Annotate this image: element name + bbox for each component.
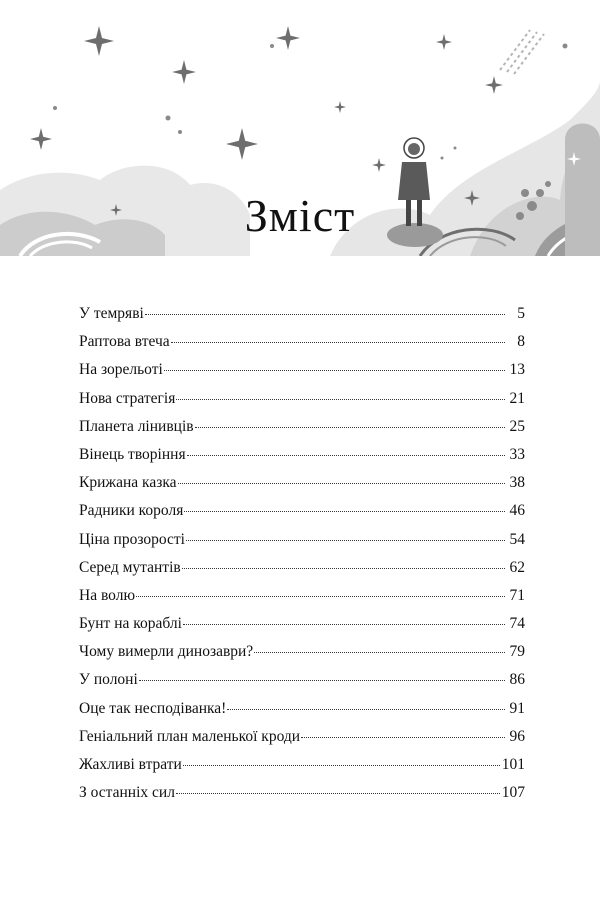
toc-entry-page: 71	[509, 586, 525, 604]
dot-leader	[301, 737, 505, 738]
toc-entry	[79, 671, 525, 699]
toc-entry	[79, 418, 525, 446]
toc-entry-page: 13	[509, 361, 525, 379]
toc-entry	[79, 784, 525, 812]
toc-entry-title: Нова стратегія	[79, 389, 176, 407]
toc-entry-page: 46	[509, 502, 525, 520]
toc-entry	[79, 474, 525, 502]
toc-entry-title: Жахливі втрати	[79, 756, 182, 773]
toc-entry-page: 107	[501, 784, 525, 802]
toc-entry-title: Бунт на кораблі	[79, 615, 182, 633]
table-of-contents	[79, 305, 525, 812]
dot-leader	[182, 568, 505, 569]
dot-leader	[171, 342, 505, 343]
dot-leader	[136, 596, 505, 597]
toc-entry-page: 96	[509, 727, 525, 745]
toc-entry-page: 25	[509, 417, 525, 435]
toc-entry-title: Серед мутантів	[79, 558, 181, 576]
toc-entry	[79, 587, 525, 615]
toc-entry	[79, 502, 525, 530]
dot-leader	[183, 765, 500, 766]
toc-entry-title: Вінець творіння	[79, 445, 186, 463]
toc-entry-page: 62	[509, 558, 525, 576]
toc-entry-page: 101	[501, 756, 525, 773]
toc-entry	[79, 531, 525, 559]
dot-leader	[145, 314, 505, 315]
toc-entry-title: Ціна прозорості	[79, 530, 185, 548]
toc-entry-page: 33	[509, 445, 525, 463]
toc-entry-title: Радники короля	[79, 502, 184, 520]
toc-entry-title: У полоні	[79, 671, 138, 689]
toc-entry-title: На волю	[79, 586, 136, 604]
toc-entry	[79, 390, 525, 418]
toc-entry-title: У темряві	[79, 305, 144, 322]
toc-entry	[79, 728, 525, 756]
toc-entry-page: 8	[517, 333, 525, 351]
dot-leader	[183, 624, 505, 625]
toc-entry-page: 74	[509, 615, 525, 633]
dot-leader	[164, 370, 505, 371]
toc-entry-title: Чому вимерли динозаври?	[79, 643, 254, 661]
toc-entry-page: 91	[509, 699, 525, 717]
toc-entry	[79, 446, 525, 474]
toc-entry	[79, 756, 525, 784]
toc-entry	[79, 643, 525, 671]
toc-entry-title: Оце так несподіванка!	[79, 699, 227, 717]
toc-entry	[79, 333, 525, 361]
dot-leader	[195, 427, 505, 428]
toc-entry-page: 79	[509, 643, 525, 661]
dot-leader	[176, 399, 505, 400]
toc-entry-title: З останніх сил	[79, 784, 175, 802]
dot-leader	[176, 793, 500, 794]
toc-entry	[79, 361, 525, 389]
dot-leader	[187, 455, 505, 456]
dot-leader	[186, 540, 505, 541]
toc-entry	[79, 559, 525, 587]
toc-entry	[79, 615, 525, 643]
dot-leader	[254, 652, 505, 653]
toc-entry-page: 54	[509, 530, 525, 548]
toc-entry-page: 86	[509, 671, 525, 689]
dot-leader	[139, 680, 505, 681]
toc-entry-page: 5	[517, 305, 525, 322]
toc-entry-title: На зорельоті	[79, 361, 163, 379]
toc-entry-title: Геніальний план маленької кроди	[79, 727, 301, 745]
dot-leader	[178, 483, 506, 484]
toc-entry-title: Планета лінивців	[79, 417, 194, 435]
toc-entry	[79, 305, 525, 333]
toc-entry-title: Раптова втеча	[79, 333, 170, 351]
dot-leader	[184, 511, 505, 512]
toc-entry-title: Крижана казка	[79, 474, 177, 492]
toc-entry	[79, 700, 525, 728]
toc-entry-page: 21	[509, 389, 525, 407]
page-title: Зміст	[244, 190, 356, 241]
dot-leader	[227, 709, 505, 710]
toc-entry-page: 38	[509, 474, 525, 492]
